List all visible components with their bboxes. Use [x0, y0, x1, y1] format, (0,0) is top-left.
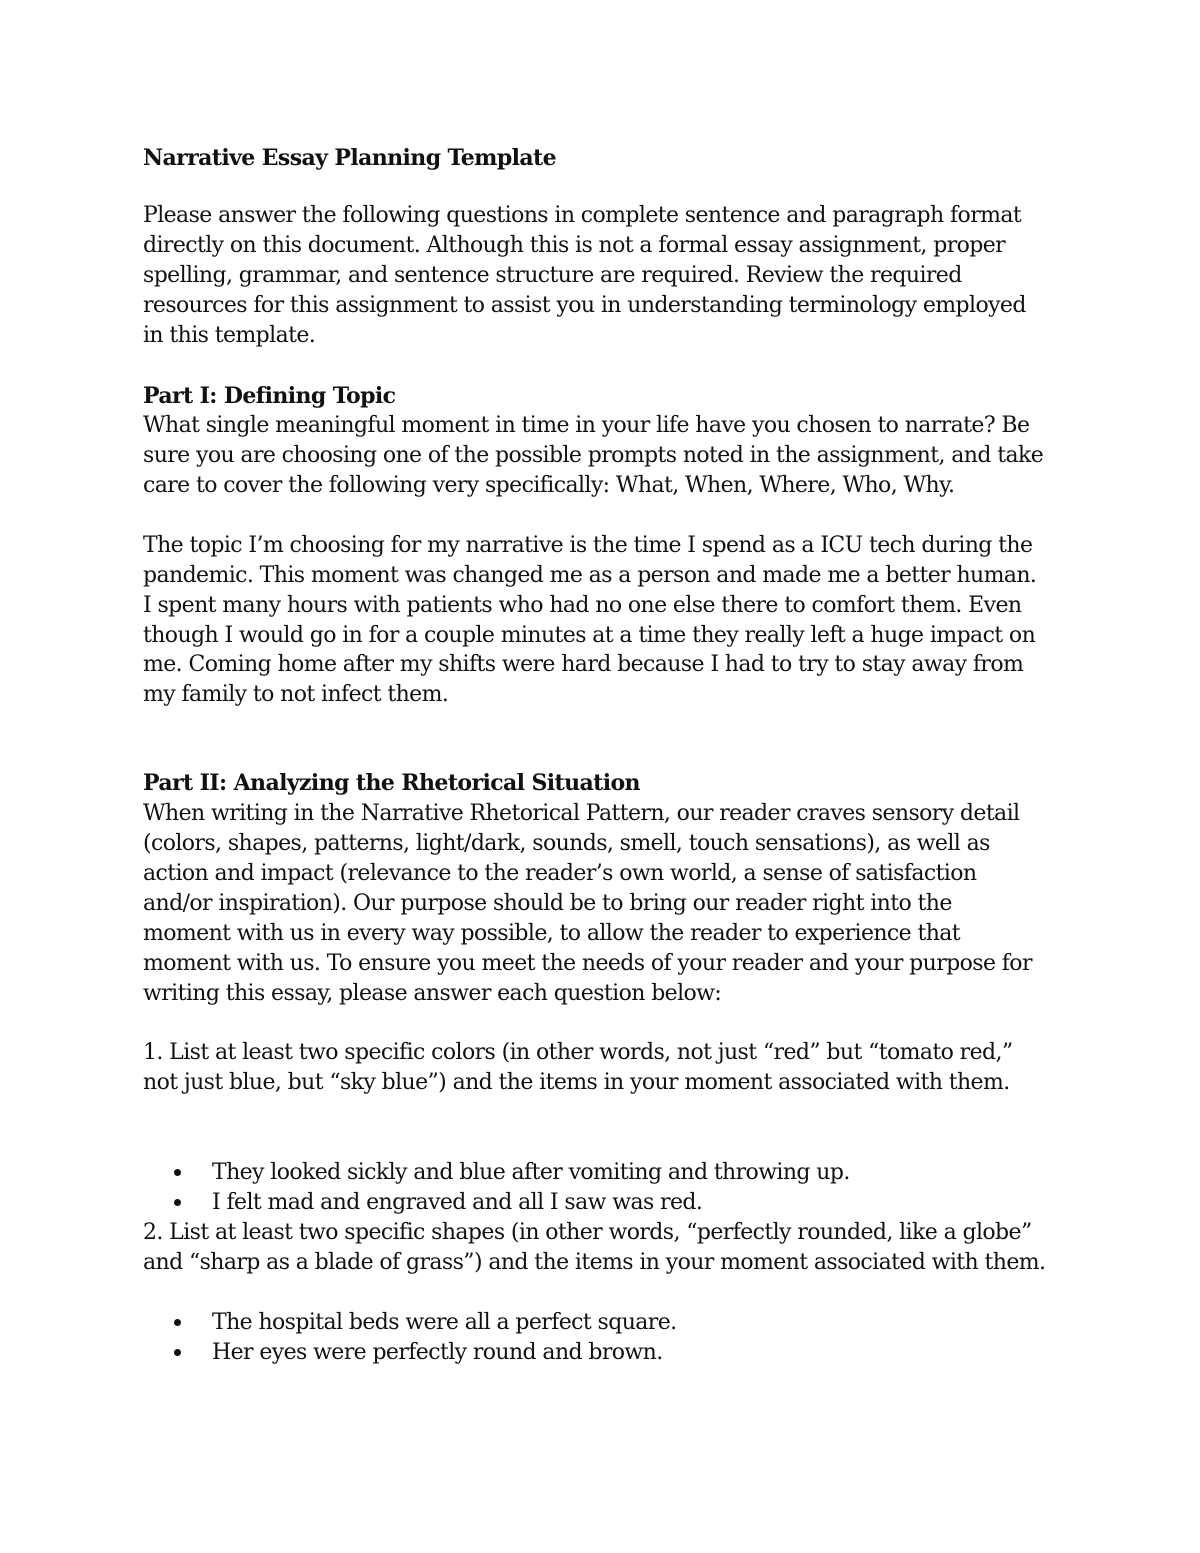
bullet-icon — [174, 1169, 181, 1176]
part1-answer-line: I spent many hours with patients who had no one else there to comfort them. Even — [143, 593, 1022, 618]
part1-answer-line: pandemic. This moment was changed me as a person and made me a better human. — [143, 563, 1037, 588]
intro-line: Please answer the following questions in complete sentence and paragraph format — [143, 203, 1022, 228]
part1-answer-line: me. Coming home after my shifts were hard because I had to try to stay away from — [143, 652, 1024, 677]
question-1-line: not just blue, but “sky blue”) and the items in your moment associated with them. — [143, 1070, 1010, 1095]
part2-prompt-line: (colors, shapes, patterns, light/dark, sounds, smell, touch sensations), as well as — [143, 831, 990, 856]
part1-prompt-line: What single meaningful moment in time in your life have you chosen to narrate? Be — [143, 413, 1030, 438]
part2-prompt-line: writing this essay, please answer each question below: — [143, 981, 722, 1006]
list-item: Her eyes were perfectly round and brown. — [212, 1340, 663, 1365]
part1-answer-line: though I would go in for a couple minutes at a time they really left a huge impact on — [143, 623, 1036, 648]
bullet-icon — [174, 1199, 181, 1206]
intro-line: spelling, grammar, and sentence structure are required. Review the required — [143, 263, 962, 288]
intro-line: directly on this document. Although this is not a formal essay assignment, proper — [143, 233, 1006, 258]
part2-prompt-line: moment with us in every way possible, to allow the reader to experience that — [143, 921, 961, 946]
part1-heading: Part I: Defining Topic — [143, 383, 396, 409]
part2-prompt-line: action and impact (relevance to the reader’s own world, a sense of satisfaction — [143, 861, 977, 886]
intro-line: resources for this assignment to assist you in understanding terminology employed — [143, 293, 1026, 318]
part2-prompt-line: and/or inspiration). Our purpose should be to bring our reader right into the — [143, 891, 952, 916]
part1-answer-line: my family to not infect them. — [143, 682, 449, 707]
part2-heading: Part II: Analyzing the Rhetorical Situation — [143, 770, 640, 796]
list-item: I felt mad and engraved and all I saw was red. — [212, 1190, 703, 1215]
part1-prompt-line: sure you are choosing one of the possible prompts noted in the assignment, and take — [143, 443, 1044, 468]
bullet-icon — [174, 1349, 181, 1356]
bullet-icon — [174, 1319, 181, 1326]
part2-prompt-line: When writing in the Narrative Rhetorical Pattern, our reader craves sensory detail — [143, 801, 1020, 826]
part1-prompt-line: care to cover the following very specifically: What, When, Where, Who, Why. — [143, 473, 955, 498]
intro-line: in this template. — [143, 323, 316, 348]
list-item: The hospital beds were all a perfect square. — [212, 1310, 677, 1335]
part2-prompt-line: moment with us. To ensure you meet the needs of your reader and your purpose for — [143, 951, 1032, 976]
list-item: They looked sickly and blue after vomiting and throwing up. — [212, 1160, 850, 1185]
part1-answer-line: The topic I’m choosing for my narrative is the time I spend as a ICU tech during the — [143, 533, 1033, 558]
question-2-line: and “sharp as a blade of grass”) and the items in your moment associated with them. — [143, 1250, 1046, 1275]
question-1-line: 1. List at least two specific colors (in other words, not just “red” but “tomato red,” — [143, 1040, 1013, 1065]
question-2-line: 2. List at least two specific shapes (in other words, “perfectly rounded, like a globe” — [143, 1220, 1032, 1245]
document-title: Narrative Essay Planning Template — [143, 145, 557, 171]
